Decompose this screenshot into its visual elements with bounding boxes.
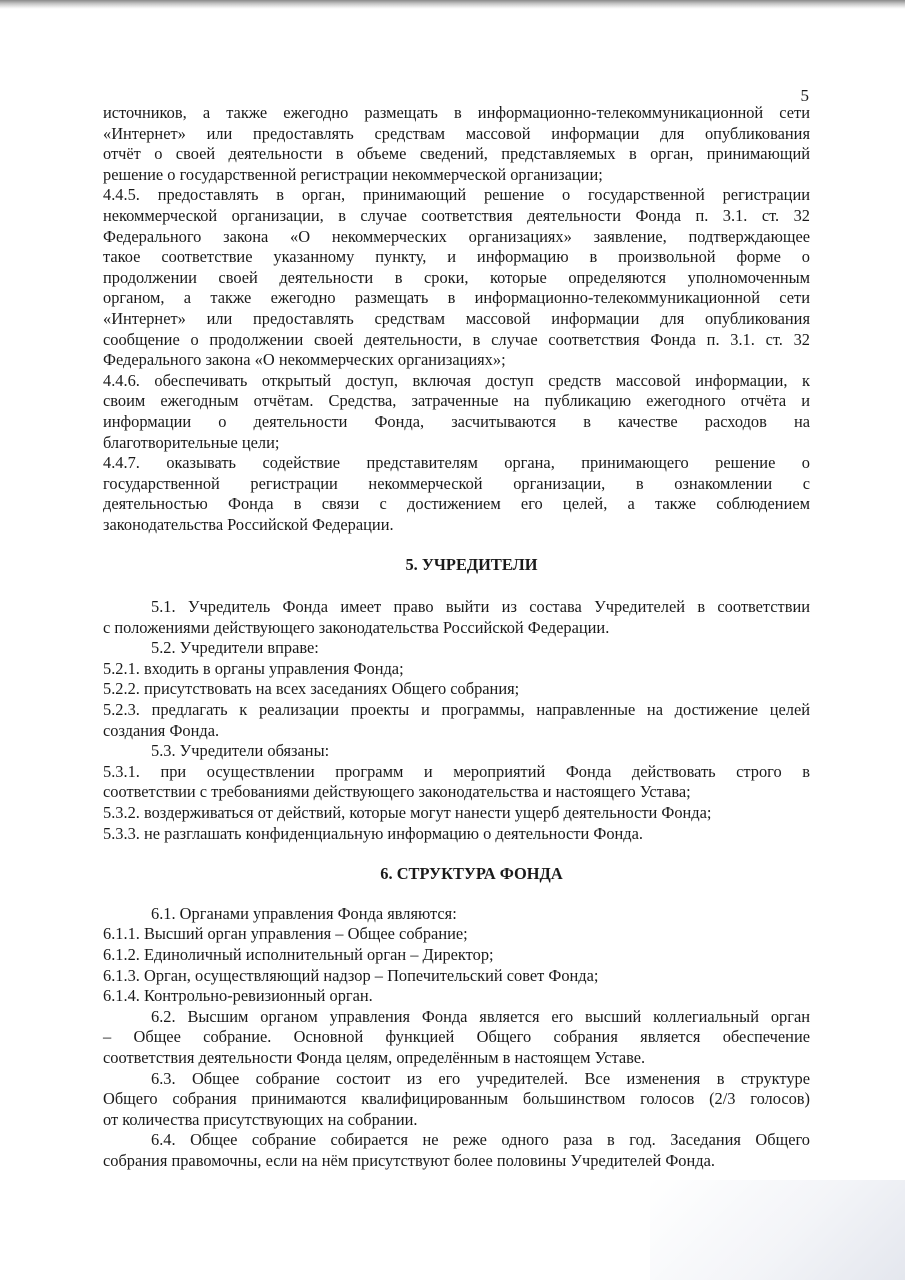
text-line: 4.4.6. обеспечивать открытый доступ, включая доступ средств массовой информации, к [103, 370, 810, 390]
text-line: 5.2.3. предлагать к реализации проекты и программы, направленные на достижение целей [103, 700, 810, 720]
text-line: отчёт о своей деятельности в объеме сведений, представляемых в орган, принимающий [103, 144, 810, 164]
paragraph-6-3 [103, 1069, 810, 1131]
spacer [103, 535, 810, 555]
paragraph-5-3-3: 5.3.3. не разглашать конфиденциальную информацию о деятельности Фонда. [103, 823, 643, 843]
paragraph-5-2-3 [103, 700, 810, 741]
scan-edge-shadow [0, 0, 905, 9]
text-line: своим ежегодным отчётам. Средства, затраченные на публикацию ежегодного отчёта и [103, 391, 810, 411]
spacer [103, 885, 810, 904]
paragraph-5-2-2: 5.2.2. присутствовать на всех заседаниях Общего собрания; [103, 679, 520, 699]
text-line: решение о государственной регистрации некоммерческой организации; [103, 164, 603, 184]
paragraph-4-4-6 [103, 371, 810, 453]
text-line: создания Фонда. [103, 720, 220, 740]
text-line: государственной регистрации некоммерческой организации, в ознакомлении с [103, 473, 810, 493]
page-number: 5 [800, 86, 809, 105]
text-line: 5.1. Учредитель Фонда имеет право выйти из состава Учредителей в соответствии [151, 597, 810, 617]
text-line: органом, а также ежегодно размещать в информационно-телекоммуникационной сети [103, 288, 810, 308]
document-body [103, 103, 810, 1172]
paragraph-6-1-4: 6.1.4. Контрольно-ревизионный орган. [103, 986, 373, 1006]
section-heading-founders: 5. УЧРЕДИТЕЛИ [405, 555, 538, 575]
text-line: от количества присутствующих на собрании. [103, 1109, 418, 1129]
text-line: 6.2. Высшим органом управления Фонда является его высший коллегиальный орган [151, 1006, 810, 1026]
text-line: «Интернет» или предоставлять средствам массовой информации для опубликования [103, 123, 810, 143]
text-line: – Общее собрание. Основной функцией Общего собрания является обеспечение [103, 1027, 810, 1047]
paragraph-6-1-3: 6.1.3. Орган, осуществляющий надзор – Попечительский совет Фонда; [103, 965, 599, 985]
paragraph-6-1-2: 6.1.2. Единоличный исполнительный орган – Директор; [103, 944, 494, 964]
text-line: продолжении своей деятельности в сроки, которые определяются уполномоченным [103, 267, 810, 287]
paragraph-4-4-4-continuation [103, 103, 810, 185]
spacer [103, 844, 810, 864]
paragraph-4-4-5 [103, 185, 810, 370]
paragraph-5-3: 5.3. Учредители обязаны: [151, 741, 330, 761]
paragraph-4-4-7 [103, 453, 810, 535]
text-line: «Интернет» или предоставлять средствам массовой информации для опубликования [103, 308, 810, 328]
paragraph-6-4 [103, 1130, 810, 1171]
section-heading-structure: 6. СТРУКТУРА ФОНДА [380, 864, 563, 884]
text-line: благотворительные цели; [103, 432, 280, 452]
text-line: Федерального закона «О некоммерческих организациях» заявление, подтверждающее [103, 226, 810, 246]
paragraph-5-3-2: 5.3.2. воздерживаться от действий, которые могут нанести ущерб деятельности Фонда; [103, 803, 712, 822]
paragraph-5-3-1 [103, 762, 810, 803]
paragraph-5-2-1: 5.2.1. входить в органы управления Фонда; [103, 658, 404, 678]
text-line: 4.4.7. оказывать содействие представителям органа, принимающего решение о [103, 453, 810, 473]
text-line: некоммерческой организации, в случае соответствия деятельности Фонда п. 3.1. ст. 32 [103, 205, 810, 225]
text-line: 6.3. Общее собрание состоит из его учредителей. Все изменения в структуре [151, 1068, 810, 1088]
scan-stain [650, 1180, 905, 1280]
text-line: сообщение о продолжении своей деятельности, в случае соответствия Фонда п. 3.1. ст. 32 [103, 329, 810, 349]
text-line: собрания правомочны, если на нём присутствуют более половины Учредителей Фонда. [103, 1150, 715, 1170]
paragraph-6-1-1: 6.1.1. Высший орган управления – Общее собрание; [103, 924, 468, 944]
text-line: деятельностью Фонда в связи с достижением его целей, а также соблюдением [103, 494, 810, 514]
spacer [103, 576, 810, 597]
text-line: Общего собрания принимаются квалифицированным большинством голосов (2/3 голосов) [103, 1089, 810, 1109]
paragraph-6-2 [103, 1007, 810, 1069]
text-line: Федерального закона «О некоммерческих организациях»; [103, 350, 506, 370]
text-line: источников, а также ежегодно размещать в информационно-телекоммуникационной сети [103, 103, 810, 122]
text-line: такое соответствие указанному пункту, и информацию в произвольной форме о [103, 247, 810, 267]
text-line: с положениями действующего законодательства Российской Федерации. [103, 617, 610, 637]
text-line: 4.4.5. предоставлять в орган, принимающий решение о государственной регистрации [103, 185, 810, 205]
text-line: информации о деятельности Фонда, засчитываются в качестве расходов на [103, 411, 810, 431]
text-line: соответствия деятельности Фонда целям, определённым в настоящем Уставе. [103, 1047, 646, 1067]
paragraph-5-2: 5.2. Учредители вправе: [151, 638, 319, 658]
text-line: законодательства Российской Федерации. [103, 514, 394, 534]
paragraph-6-1: 6.1. Органами управления Фонда являются: [151, 903, 457, 923]
text-line: 6.4. Общее собрание собирается не реже одного раза в год. Заседания Общего [151, 1130, 810, 1150]
paragraph-5-1 [103, 597, 810, 638]
text-line: соответствии с требованиями действующего законодательства и настоящего Устава; [103, 782, 691, 802]
text-line: 5.3.1. при осуществлении программ и мероприятий Фонда действовать строго в [103, 761, 810, 781]
